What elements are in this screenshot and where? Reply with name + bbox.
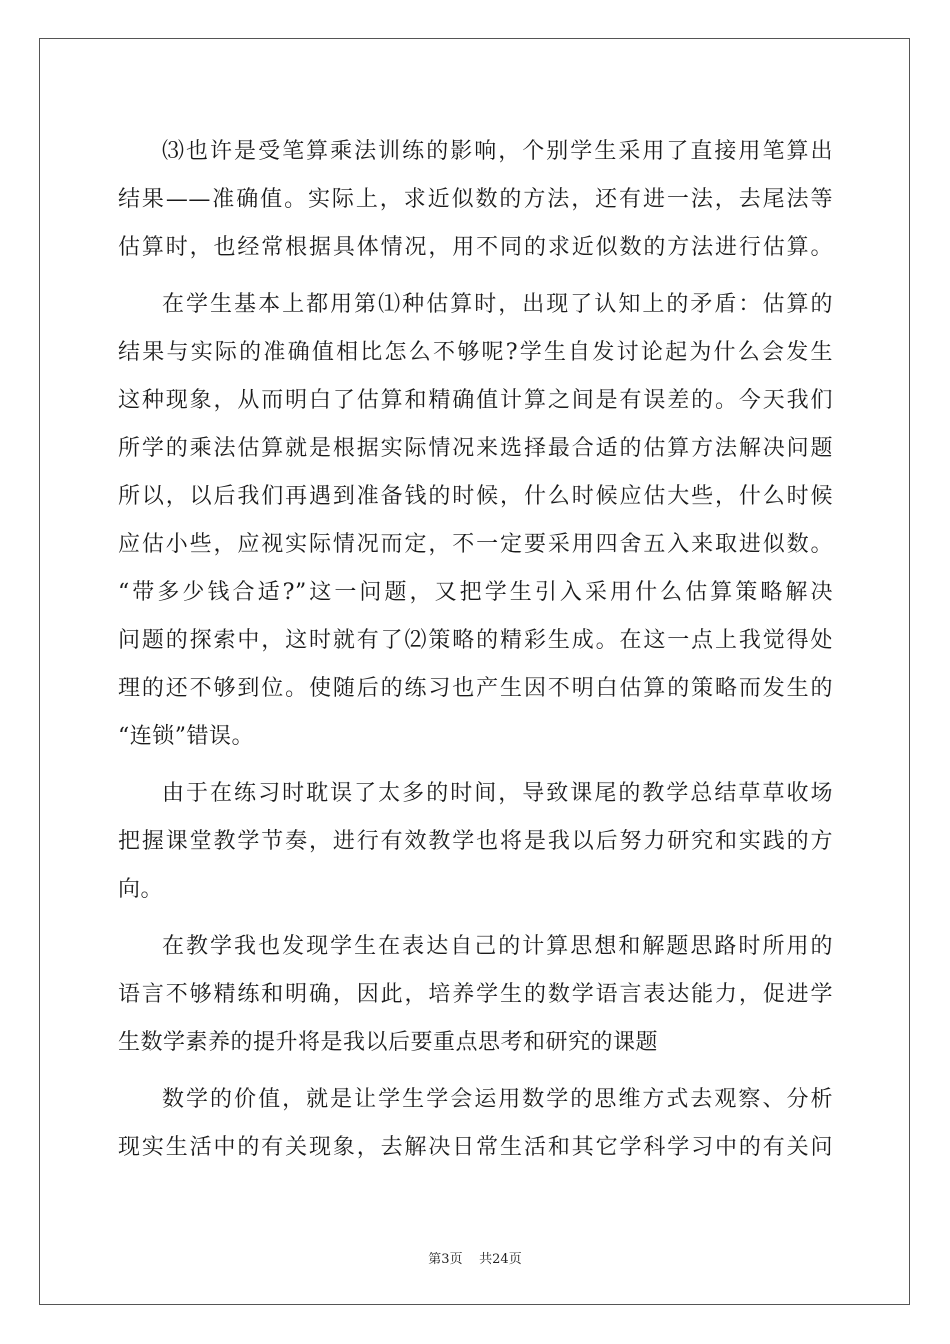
paragraph-line: 语言不够精练和明确，因此，培养学生的数学语言表达能力，促进学 bbox=[118, 982, 833, 1007]
footer-total-suffix: 页 bbox=[508, 1252, 522, 1267]
paragraph-line: 生数学素养的提升将是我以后要重点思考和研究的课题 bbox=[118, 1030, 659, 1055]
paragraph-line: 由于在练习时耽误了太多的时间，导致课尾的教学总结草草收场 bbox=[162, 781, 833, 806]
footer-total-prefix: 共 bbox=[479, 1252, 493, 1267]
paragraph-line: “连锁”错误。 bbox=[118, 724, 254, 749]
paragraph-line: 估算时，也经常根据具体情况，用不同的求近似数的方法进行估算。 bbox=[118, 235, 833, 260]
paragraph-line: 应估小些，应视实际情况而定，不一定要采用四舍五入来取进似数。 bbox=[118, 532, 833, 557]
footer-page-prefix: 第 bbox=[428, 1252, 442, 1267]
paragraph-line: 问题的探索中，这时就有了⑵策略的精彩生成。在这一点上我觉得处 bbox=[118, 628, 833, 653]
paragraph-line: 所以，以后我们再遇到准备钱的时候，什么时候应估大些，什么时候 bbox=[118, 484, 833, 509]
paragraph-line: 结果与实际的准确值相比怎么不够呢?学生自发讨论起为什么会发生 bbox=[118, 340, 833, 365]
paragraph-line: 数学的价值，就是让学生学会运用数学的思维方式去观察、分析 bbox=[162, 1087, 833, 1112]
footer-page-number: 3 bbox=[441, 1252, 450, 1267]
paragraph-line: 现实生活中的有关现象，去解决日常生活和其它学科学习中的有关问 bbox=[118, 1135, 833, 1160]
paragraph-line: 理的还不够到位。使随后的练习也产生因不明白估算的策略而发生的 bbox=[118, 676, 833, 701]
document-body bbox=[118, 128, 833, 1172]
paragraph-line: ⑶也许是受笔算乘法训练的影响，个别学生采用了直接用笔算出 bbox=[162, 139, 833, 164]
paragraph-line: 把握课堂教学节奏，进行有效教学也将是我以后努力研究和实践的方 bbox=[118, 829, 833, 854]
paragraph-line: 这种现象，从而明白了估算和精确值计算之间是有误差的。今天我们 bbox=[118, 388, 833, 413]
paragraph-line: 在学生基本上都用第⑴种估算时，出现了认知上的矛盾：估算的 bbox=[162, 292, 833, 317]
paragraph-line: 所学的乘法估算就是根据实际情况来选择最合适的估算方法解决问题 bbox=[118, 436, 833, 461]
footer-page-suffix: 页 bbox=[449, 1252, 463, 1267]
paragraph-line: 向。 bbox=[118, 877, 164, 902]
paragraph-line: 在教学我也发现学生在表达自己的计算思想和解题思路时所用的 bbox=[162, 934, 833, 959]
paragraph-line: “带多少钱合适?”这一问题，又把学生引入采用什么估算策略解决 bbox=[118, 580, 833, 605]
paragraph-line: 结果——准确值。实际上，求近似数的方法，还有进一法，去尾法等 bbox=[118, 187, 833, 212]
footer-total-number: 24 bbox=[492, 1252, 509, 1267]
page-footer bbox=[0, 1248, 950, 1267]
